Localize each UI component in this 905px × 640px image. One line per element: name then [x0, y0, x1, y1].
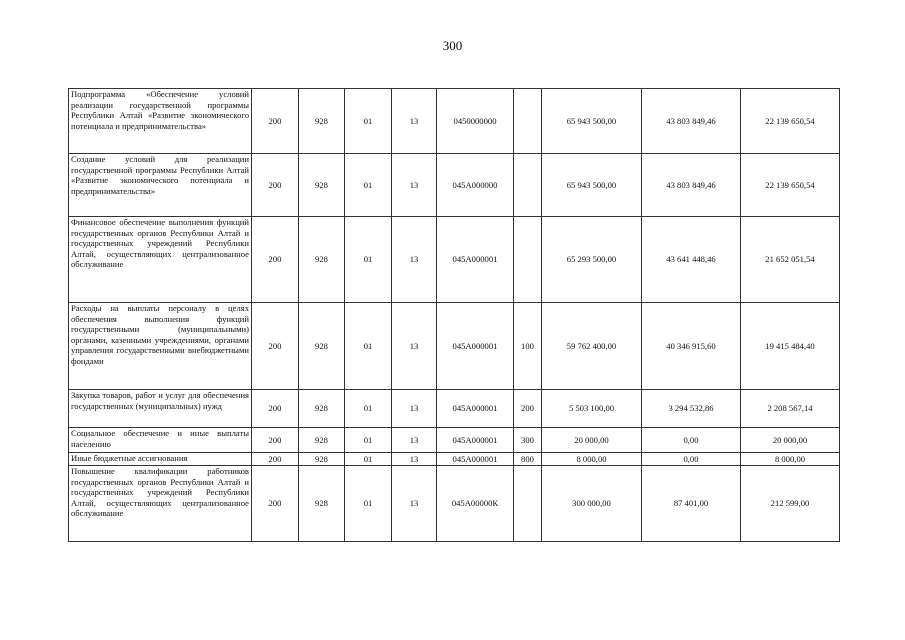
cell-amount-remaining: 22 139 650,54 [741, 154, 840, 217]
cell-amount-executed: 0,00 [642, 453, 741, 466]
cell-section: 01 [345, 453, 392, 466]
table-row [69, 303, 840, 390]
cell-expense-type [514, 154, 542, 217]
cell-code-1: 200 [252, 303, 299, 390]
row-description: Подпрограмма «Обеспечение условий реализации государственной программы Республики Алтай «Развитие экономического потенциала и предпринимательства» [69, 89, 252, 154]
cell-target-article: 045А000001 [437, 217, 514, 303]
cell-subsection: 13 [392, 217, 437, 303]
cell-code-2: 928 [299, 303, 345, 390]
cell-amount-planned: 300 000,00 [542, 466, 642, 542]
budget-table [68, 88, 840, 542]
cell-subsection: 13 [392, 303, 437, 390]
cell-amount-executed: 40 346 915,60 [642, 303, 741, 390]
cell-subsection: 13 [392, 466, 437, 542]
cell-amount-executed: 0,00 [642, 428, 741, 453]
cell-expense-type [514, 466, 542, 542]
cell-expense-type: 100 [514, 303, 542, 390]
row-description: Расходы на выплаты персоналу в целях обеспечения выполнения функций государственными (муниципальными) органами, казенными учреждениями, органами управления государственными внебюджетными фондами [69, 303, 252, 390]
cell-amount-remaining: 21 652 051,54 [741, 217, 840, 303]
cell-amount-planned: 8 000,00 [542, 453, 642, 466]
cell-target-article: 045А000001 [437, 303, 514, 390]
cell-amount-executed: 87 401,00 [642, 466, 741, 542]
cell-subsection: 13 [392, 453, 437, 466]
cell-target-article: 045А00000К [437, 466, 514, 542]
cell-subsection: 13 [392, 89, 437, 154]
cell-code-2: 928 [299, 466, 345, 542]
cell-section: 01 [345, 89, 392, 154]
cell-amount-remaining: 22 139 650,54 [741, 89, 840, 154]
row-description: Повышение квалификации работников государственных органов Республики Алтай и государственных учреждений Республики Алтай, осуществляющих централизованное обслуживание [69, 466, 252, 542]
cell-code-1: 200 [252, 466, 299, 542]
table-row [69, 89, 840, 154]
row-description: Социальное обеспечение и иные выплаты населению [69, 428, 252, 453]
table-row [69, 154, 840, 217]
row-description: Иные бюджетные ассигнования [69, 453, 252, 466]
cell-section: 01 [345, 466, 392, 542]
cell-amount-planned: 20 000,00 [542, 428, 642, 453]
cell-subsection: 13 [392, 154, 437, 217]
cell-code-1: 200 [252, 428, 299, 453]
cell-expense-type: 200 [514, 390, 542, 428]
cell-amount-executed: 3 294 532,86 [642, 390, 741, 428]
cell-amount-remaining: 8 000,00 [741, 453, 840, 466]
cell-code-2: 928 [299, 154, 345, 217]
cell-code-1: 200 [252, 390, 299, 428]
cell-code-2: 928 [299, 89, 345, 154]
row-description: Закупка товаров, работ и услуг для обеспечения государственных (муниципальных) нужд [69, 390, 252, 428]
cell-amount-executed: 43 641 448,46 [642, 217, 741, 303]
cell-amount-remaining: 2 208 567,14 [741, 390, 840, 428]
cell-target-article: 045А000001 [437, 390, 514, 428]
cell-code-1: 200 [252, 89, 299, 154]
row-description: Создание условий для реализации государственной программы Республики Алтай «Развитие экономического потенциала и предпринимательства» [69, 154, 252, 217]
cell-target-article: 045А000000 [437, 154, 514, 217]
table-row [69, 390, 840, 428]
page-number: 300 [442, 38, 463, 53]
cell-code-2: 928 [299, 428, 345, 453]
cell-target-article: 0450000000 [437, 89, 514, 154]
cell-amount-executed: 43 803 849,46 [642, 89, 741, 154]
cell-code-1: 200 [252, 217, 299, 303]
cell-amount-planned: 59 762 400,00 [542, 303, 642, 390]
cell-amount-remaining: 19 415 484,40 [741, 303, 840, 390]
cell-section: 01 [345, 428, 392, 453]
cell-amount-planned: 5 503 100,00 [542, 390, 642, 428]
cell-amount-planned: 65 943 500,00 [542, 89, 642, 154]
cell-code-2: 928 [299, 453, 345, 466]
cell-code-1: 200 [252, 154, 299, 217]
cell-amount-remaining: 20 000,00 [741, 428, 840, 453]
cell-target-article: 045А000001 [437, 453, 514, 466]
table-row [69, 453, 840, 466]
table-row [69, 217, 840, 303]
cell-expense-type: 300 [514, 428, 542, 453]
cell-expense-type [514, 217, 542, 303]
row-description: Финансовое обеспечение выполнения функций государственных органов Республики Алтай и государственных учреждений Республики Алтай, осуществляющих централизованное обслуживание [69, 217, 252, 303]
cell-expense-type: 800 [514, 453, 542, 466]
cell-target-article: 045А000001 [437, 428, 514, 453]
cell-code-2: 928 [299, 390, 345, 428]
cell-expense-type [514, 89, 542, 154]
cell-subsection: 13 [392, 390, 437, 428]
cell-amount-executed: 43 803 849,46 [642, 154, 741, 217]
cell-section: 01 [345, 154, 392, 217]
cell-section: 01 [345, 303, 392, 390]
cell-section: 01 [345, 217, 392, 303]
table-row [69, 466, 840, 542]
cell-amount-remaining: 212 599,00 [741, 466, 840, 542]
cell-code-1: 200 [252, 453, 299, 466]
cell-section: 01 [345, 390, 392, 428]
cell-amount-planned: 65 943 500,00 [542, 154, 642, 217]
cell-amount-planned: 65 293 500,00 [542, 217, 642, 303]
table-row [69, 428, 840, 453]
cell-code-2: 928 [299, 217, 345, 303]
cell-subsection: 13 [392, 428, 437, 453]
